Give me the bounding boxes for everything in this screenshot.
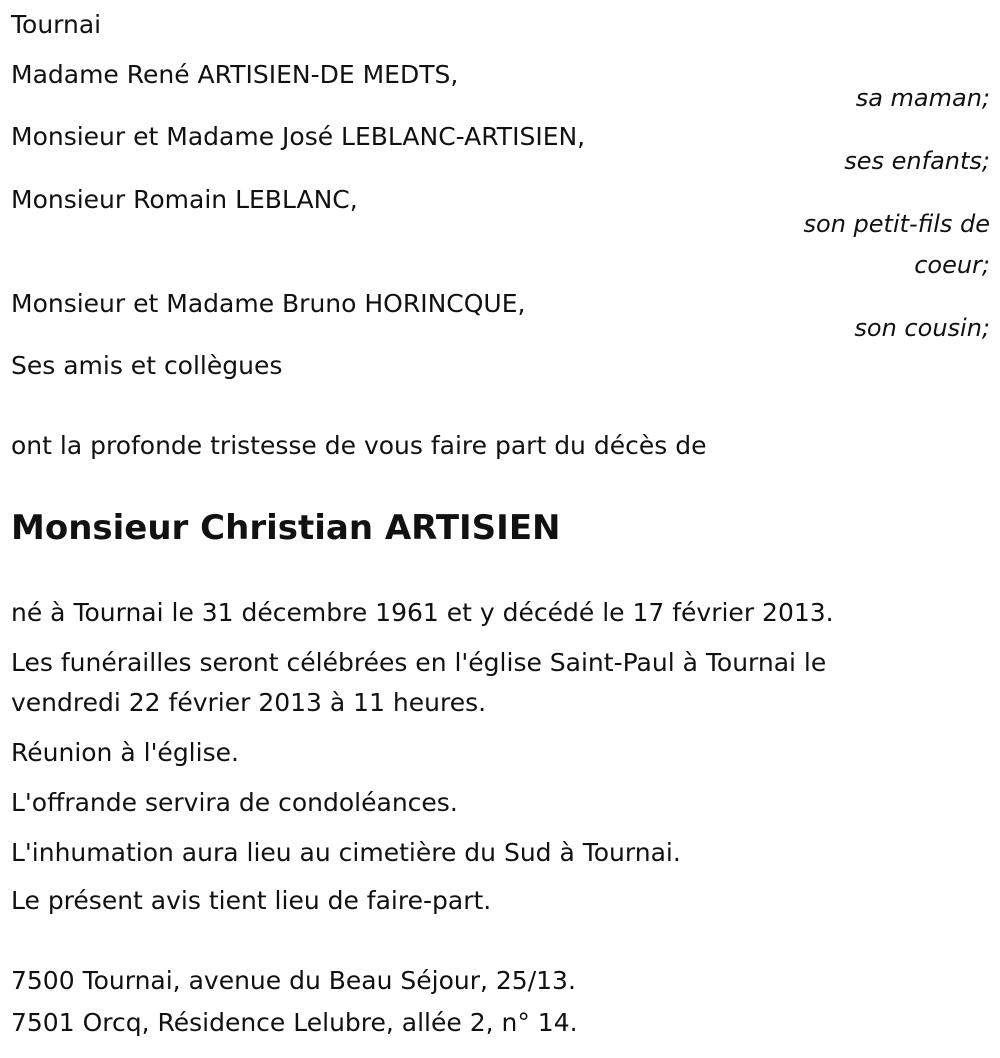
burial-text: L'inhumation aura lieu au cimetière du Sud à Tournai. xyxy=(11,838,681,867)
city-header: Tournai xyxy=(11,10,102,39)
relation-cousin: son cousin; xyxy=(854,314,990,342)
relation-grandson-line2: coeur; xyxy=(914,251,990,279)
relation-grandson-line1: son petit-fils de xyxy=(803,210,990,238)
relation-children: ses enfants; xyxy=(844,147,990,175)
family-member-mother: Madame René ARTISIEN-DE MEDTS, xyxy=(11,60,459,89)
offering-text: L'offrande servira de condoléances. xyxy=(11,788,458,817)
family-member-children: Monsieur et Madame José LEBLANC-ARTISIEN, xyxy=(11,122,586,151)
address-line-2: 7501 Orcq, Résidence Lelubre, allée 2, n° 14. xyxy=(11,1008,578,1037)
deceased-name: Monsieur Christian ARTISIEN xyxy=(11,508,561,548)
address-line-1: 7500 Tournai, avenue du Beau Séjour, 25/13. xyxy=(11,966,576,995)
announcement-text: ont la profonde tristesse de vous faire part du décès de xyxy=(11,431,707,460)
funeral-text-line1: Les funérailles seront célébrées en l'église Saint-Paul à Tournai le xyxy=(11,648,827,677)
family-member-grandson: Monsieur Romain LEBLANC, xyxy=(11,185,358,214)
family-member-cousin: Monsieur et Madame Bruno HORINCQUE, xyxy=(11,289,526,318)
meeting-text: Réunion à l'église. xyxy=(11,738,239,767)
birth-death-text: né à Tournai le 31 décembre 1961 et y décédé le 17 février 2013. xyxy=(11,598,834,627)
funeral-text-line2: vendredi 22 février 2013 à 11 heures. xyxy=(11,688,487,717)
friends-line: Ses amis et collègues xyxy=(11,351,283,380)
notice-text: Le présent avis tient lieu de faire-part. xyxy=(11,886,492,915)
relation-mother: sa maman; xyxy=(855,84,990,112)
